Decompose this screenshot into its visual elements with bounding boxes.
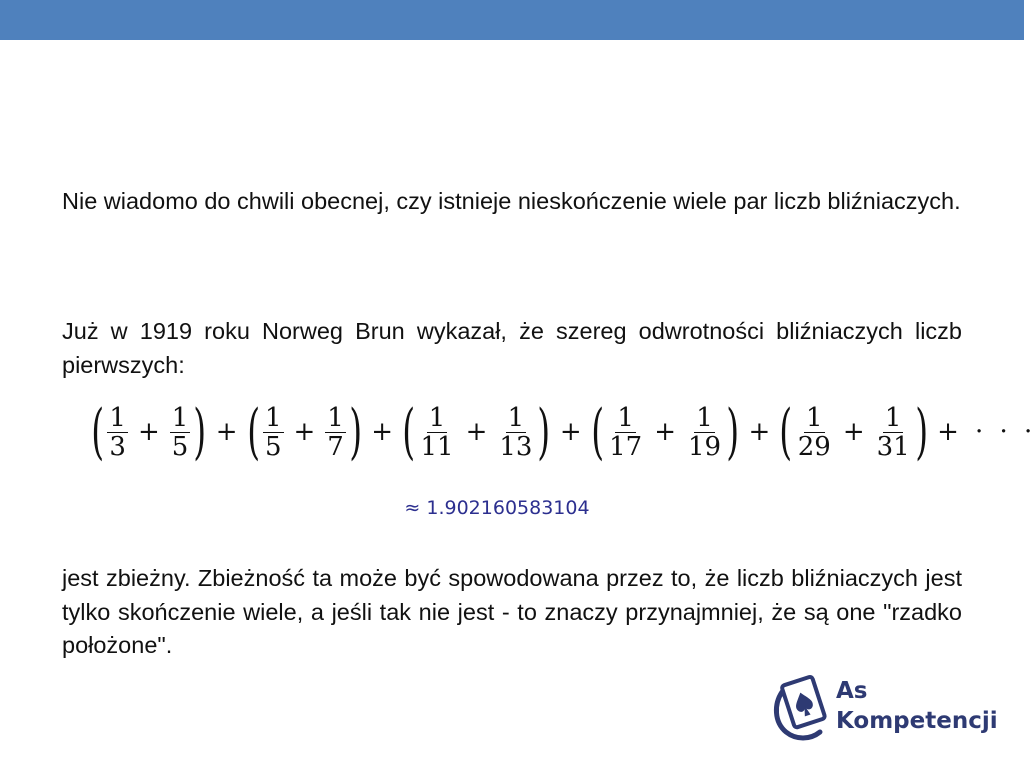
plus-sign: + [559, 417, 582, 447]
denominator: 31 [876, 431, 910, 462]
right-paren: ) [914, 397, 928, 467]
numerator: 1 [617, 402, 634, 433]
denominator: 17 [609, 431, 643, 462]
plus-sign: + [371, 417, 394, 447]
fraction-pair [90, 397, 208, 467]
plus-sign: + [465, 417, 488, 447]
fraction-pair [590, 397, 741, 467]
left-paren: ( [91, 397, 105, 467]
as-kompetencji-logo [768, 670, 998, 744]
denominator: 19 [688, 431, 722, 462]
fraction [686, 404, 723, 461]
approximation-value: ≈ 1.902160583104 [404, 497, 590, 519]
right-paren: ) [349, 397, 362, 467]
fraction [607, 404, 644, 461]
numerator: 1 [806, 402, 823, 433]
numerator: 1 [109, 402, 126, 433]
spade-card-logo-icon [768, 670, 834, 744]
fraction [263, 404, 284, 461]
left-paren: ( [246, 397, 260, 467]
plus-sign: + [937, 417, 959, 447]
logo-text [836, 676, 998, 736]
left-paren: ( [779, 397, 793, 467]
plus-sign: + [748, 417, 771, 447]
paragraph-brun: Już w 1919 roku Norweg Brun wykazał, że szereg odwrotności bliźniaczych liczb pierwszych: [62, 318, 962, 378]
denominator: 29 [797, 431, 831, 462]
numerator: 1 [696, 402, 713, 433]
denominator: 3 [109, 431, 126, 462]
header-bar [0, 0, 1024, 40]
ellipsis: · · · [974, 417, 1036, 447]
right-paren: ) [537, 397, 551, 467]
fraction [875, 404, 912, 461]
denominator: 11 [420, 431, 454, 462]
paragraph-conclusion: jest zbieżny. Zbieżność ta może być spowodowana przez to, że liczb bliźniaczych jest tylko skończenie wiele, a jeśli tak nie jest - to znaczy przynajmniej, że są one "rzadko położone". [62, 565, 962, 658]
numerator: 1 [428, 402, 446, 433]
fraction [796, 404, 833, 461]
fraction-pair [246, 397, 364, 467]
numerator: 1 [171, 402, 189, 433]
fraction [418, 404, 455, 461]
logo-line-2: Kompetencji [836, 708, 998, 734]
fraction [325, 404, 346, 461]
numerator: 1 [327, 402, 344, 433]
right-paren: ) [726, 397, 740, 467]
plus-sign: + [137, 417, 160, 447]
plus-sign: + [842, 417, 865, 447]
denominator: 13 [499, 431, 533, 462]
fraction [107, 404, 128, 461]
numerator: 1 [264, 402, 282, 433]
numerator: 1 [884, 402, 902, 433]
denominator: 7 [327, 431, 344, 462]
left-paren: ( [590, 397, 604, 467]
denominator: 5 [264, 431, 282, 462]
numerator: 1 [507, 402, 525, 433]
plus-sign: + [215, 417, 238, 447]
right-paren: ) [193, 397, 207, 467]
brun-series-formula [90, 396, 1036, 468]
paragraph-intro: Nie wiadomo do chwili obecnej, czy istnieje nieskończenie wiele par liczb bliźniaczych. [62, 188, 961, 214]
left-paren: ( [402, 397, 416, 467]
plus-sign: + [654, 417, 676, 447]
fraction-pair [778, 397, 929, 467]
fraction-pair [401, 397, 552, 467]
plus-sign: + [293, 417, 316, 447]
denominator: 5 [171, 431, 189, 462]
logo-line-1: As [836, 678, 868, 704]
fraction [497, 404, 534, 461]
fraction [170, 404, 191, 461]
